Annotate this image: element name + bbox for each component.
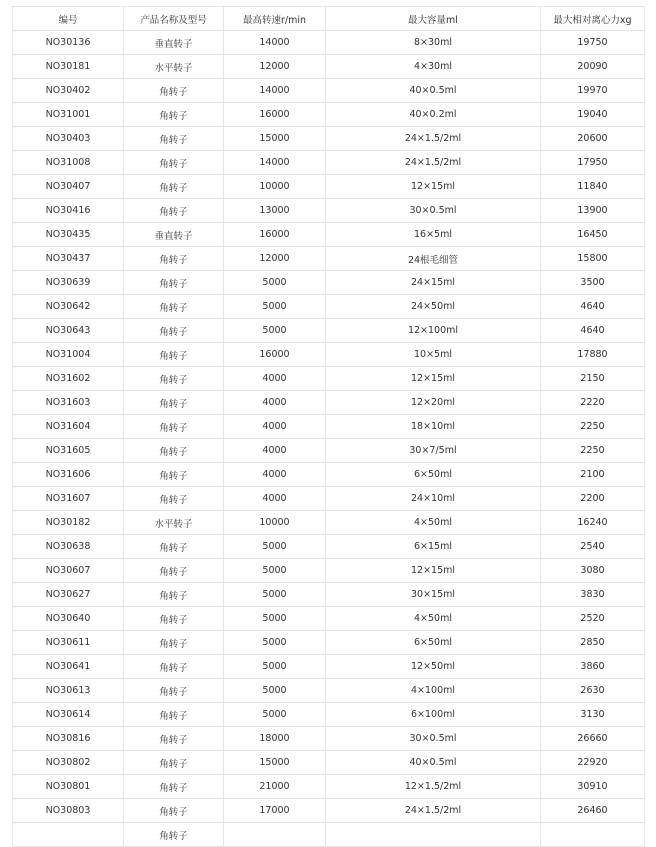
- product-name-cell: 角转子: [124, 319, 224, 343]
- max-rcf-cell: [541, 823, 645, 847]
- max-capacity-cell: 24×50ml: [326, 295, 541, 319]
- table-row: [13, 487, 645, 511]
- max-speed-cell: 4000: [224, 463, 326, 487]
- product-name-cell: 角转子: [124, 439, 224, 463]
- max-capacity-cell: 40×0.5ml: [326, 751, 541, 775]
- max-speed-cell: 5000: [224, 583, 326, 607]
- model-number-cell: NO31602: [13, 367, 124, 391]
- table-row: [13, 415, 645, 439]
- product-name-cell: 角转子: [124, 487, 224, 511]
- model-number-cell: NO30182: [13, 511, 124, 535]
- product-name-cell: 角转子: [124, 679, 224, 703]
- max-speed-cell: 5000: [224, 703, 326, 727]
- model-number-cell: NO30402: [13, 79, 124, 103]
- header-cell: 产品名称及型号: [124, 7, 224, 31]
- model-number-cell: NO30639: [13, 271, 124, 295]
- max-speed-cell: 5000: [224, 655, 326, 679]
- model-number-cell: NO30403: [13, 127, 124, 151]
- model-number-cell: NO30407: [13, 175, 124, 199]
- model-number-cell: NO31004: [13, 343, 124, 367]
- header-cell: 最高转速r/min: [224, 7, 326, 31]
- max-speed-cell: [224, 823, 326, 847]
- model-number-cell: [13, 823, 124, 847]
- max-rcf-cell: 20600: [541, 127, 645, 151]
- max-speed-cell: 18000: [224, 727, 326, 751]
- max-rcf-cell: 3830: [541, 583, 645, 607]
- table-row: [13, 775, 645, 799]
- max-capacity-cell: 6×15ml: [326, 535, 541, 559]
- max-speed-cell: 5000: [224, 319, 326, 343]
- max-speed-cell: 15000: [224, 751, 326, 775]
- product-name-cell: 角转子: [124, 655, 224, 679]
- header-cell: 编号: [13, 7, 124, 31]
- max-speed-cell: 4000: [224, 391, 326, 415]
- model-number-cell: NO30803: [13, 799, 124, 823]
- table-row: [13, 511, 645, 535]
- max-speed-cell: 12000: [224, 55, 326, 79]
- max-capacity-cell: 16×5ml: [326, 223, 541, 247]
- max-capacity-cell: 4×30ml: [326, 55, 541, 79]
- product-name-cell: 角转子: [124, 559, 224, 583]
- table-row: [13, 535, 645, 559]
- max-speed-cell: 5000: [224, 607, 326, 631]
- max-speed-cell: 15000: [224, 127, 326, 151]
- max-speed-cell: 5000: [224, 295, 326, 319]
- table-row: [13, 295, 645, 319]
- max-rcf-cell: 2540: [541, 535, 645, 559]
- max-capacity-cell: 8×30ml: [326, 31, 541, 55]
- product-name-cell: 角转子: [124, 343, 224, 367]
- max-rcf-cell: 13900: [541, 199, 645, 223]
- max-speed-cell: 16000: [224, 343, 326, 367]
- max-rcf-cell: 20090: [541, 55, 645, 79]
- max-rcf-cell: 22920: [541, 751, 645, 775]
- table-row: [13, 55, 645, 79]
- max-rcf-cell: 2520: [541, 607, 645, 631]
- max-speed-cell: 16000: [224, 223, 326, 247]
- max-speed-cell: 4000: [224, 367, 326, 391]
- model-number-cell: NO30136: [13, 31, 124, 55]
- max-capacity-cell: 30×0.5ml: [326, 727, 541, 751]
- product-name-cell: 角转子: [124, 775, 224, 799]
- max-rcf-cell: 2850: [541, 631, 645, 655]
- max-capacity-cell: 10×5ml: [326, 343, 541, 367]
- table-row: [13, 127, 645, 151]
- max-capacity-cell: 24×15ml: [326, 271, 541, 295]
- model-number-cell: NO30437: [13, 247, 124, 271]
- product-name-cell: 水平转子: [124, 511, 224, 535]
- max-rcf-cell: 2250: [541, 415, 645, 439]
- max-speed-cell: 5000: [224, 631, 326, 655]
- table-row: [13, 607, 645, 631]
- max-rcf-cell: 11840: [541, 175, 645, 199]
- max-speed-cell: 4000: [224, 415, 326, 439]
- product-name-cell: 角转子: [124, 607, 224, 631]
- max-capacity-cell: 6×50ml: [326, 463, 541, 487]
- table-row: [13, 247, 645, 271]
- model-number-cell: NO30816: [13, 727, 124, 751]
- table-row: [13, 151, 645, 175]
- max-rcf-cell: 3080: [541, 559, 645, 583]
- product-name-cell: 角转子: [124, 151, 224, 175]
- max-speed-cell: 17000: [224, 799, 326, 823]
- model-number-cell: NO31604: [13, 415, 124, 439]
- max-rcf-cell: 16240: [541, 511, 645, 535]
- max-capacity-cell: 30×15ml: [326, 583, 541, 607]
- max-capacity-cell: 18×10ml: [326, 415, 541, 439]
- product-name-cell: 角转子: [124, 415, 224, 439]
- product-name-cell: 角转子: [124, 463, 224, 487]
- max-capacity-cell: 30×0.5ml: [326, 199, 541, 223]
- rotor-spec-table: [12, 6, 645, 847]
- max-capacity-cell: 4×50ml: [326, 607, 541, 631]
- table-row: [13, 631, 645, 655]
- table-row: [13, 655, 645, 679]
- table-row: [13, 31, 645, 55]
- product-name-cell: 角转子: [124, 103, 224, 127]
- product-name-cell: 角转子: [124, 799, 224, 823]
- model-number-cell: NO31603: [13, 391, 124, 415]
- model-number-cell: NO31008: [13, 151, 124, 175]
- max-rcf-cell: 3500: [541, 271, 645, 295]
- max-rcf-cell: 26660: [541, 727, 645, 751]
- model-number-cell: NO30614: [13, 703, 124, 727]
- product-name-cell: 角转子: [124, 751, 224, 775]
- max-capacity-cell: 12×50ml: [326, 655, 541, 679]
- model-number-cell: NO31606: [13, 463, 124, 487]
- max-rcf-cell: 30910: [541, 775, 645, 799]
- table-row: [13, 703, 645, 727]
- table-row: [13, 343, 645, 367]
- product-name-cell: 角转子: [124, 631, 224, 655]
- max-rcf-cell: 2630: [541, 679, 645, 703]
- max-speed-cell: 21000: [224, 775, 326, 799]
- max-speed-cell: 4000: [224, 439, 326, 463]
- max-rcf-cell: 4640: [541, 295, 645, 319]
- model-number-cell: NO30640: [13, 607, 124, 631]
- max-rcf-cell: 3860: [541, 655, 645, 679]
- max-capacity-cell: 40×0.5ml: [326, 79, 541, 103]
- max-rcf-cell: 4640: [541, 319, 645, 343]
- product-name-cell: 角转子: [124, 391, 224, 415]
- max-capacity-cell: 24×1.5/2ml: [326, 151, 541, 175]
- table-row: [13, 103, 645, 127]
- model-number-cell: NO30416: [13, 199, 124, 223]
- product-name-cell: 角转子: [124, 295, 224, 319]
- product-name-cell: 角转子: [124, 583, 224, 607]
- model-number-cell: NO30435: [13, 223, 124, 247]
- max-capacity-cell: 12×1.5/2ml: [326, 775, 541, 799]
- max-capacity-cell: 30×7/5ml: [326, 439, 541, 463]
- model-number-cell: NO30641: [13, 655, 124, 679]
- max-rcf-cell: 3130: [541, 703, 645, 727]
- max-rcf-cell: 2200: [541, 487, 645, 511]
- table-header-row: [13, 7, 645, 31]
- model-number-cell: NO31605: [13, 439, 124, 463]
- table-row: [13, 223, 645, 247]
- table-row: [13, 199, 645, 223]
- max-capacity-cell: 24根毛细管: [326, 247, 541, 271]
- model-number-cell: NO30802: [13, 751, 124, 775]
- table-row: [13, 463, 645, 487]
- product-name-cell: 角转子: [124, 367, 224, 391]
- model-number-cell: NO30801: [13, 775, 124, 799]
- product-name-cell: 角转子: [124, 175, 224, 199]
- max-speed-cell: 5000: [224, 535, 326, 559]
- max-rcf-cell: 19750: [541, 31, 645, 55]
- max-capacity-cell: 4×100ml: [326, 679, 541, 703]
- max-rcf-cell: 19040: [541, 103, 645, 127]
- table-row: [13, 391, 645, 415]
- product-name-cell: 角转子: [124, 79, 224, 103]
- table-row: [13, 271, 645, 295]
- model-number-cell: NO30642: [13, 295, 124, 319]
- model-number-cell: NO31001: [13, 103, 124, 127]
- table-row: [13, 679, 645, 703]
- max-rcf-cell: 17880: [541, 343, 645, 367]
- max-capacity-cell: 12×100ml: [326, 319, 541, 343]
- model-number-cell: NO30638: [13, 535, 124, 559]
- table-row: [13, 823, 645, 847]
- max-speed-cell: 14000: [224, 79, 326, 103]
- max-speed-cell: 5000: [224, 679, 326, 703]
- table-row: [13, 79, 645, 103]
- max-capacity-cell: 4×50ml: [326, 511, 541, 535]
- max-capacity-cell: 6×100ml: [326, 703, 541, 727]
- max-rcf-cell: 15800: [541, 247, 645, 271]
- table-row: [13, 175, 645, 199]
- table-row: [13, 799, 645, 823]
- product-name-cell: 角转子: [124, 727, 224, 751]
- table-body: [13, 31, 645, 847]
- model-number-cell: NO30181: [13, 55, 124, 79]
- model-number-cell: NO30613: [13, 679, 124, 703]
- max-capacity-cell: 6×50ml: [326, 631, 541, 655]
- max-speed-cell: 4000: [224, 487, 326, 511]
- max-rcf-cell: 16450: [541, 223, 645, 247]
- max-capacity-cell: 24×10ml: [326, 487, 541, 511]
- model-number-cell: NO31607: [13, 487, 124, 511]
- max-speed-cell: 10000: [224, 511, 326, 535]
- product-name-cell: 角转子: [124, 823, 224, 847]
- model-number-cell: NO30643: [13, 319, 124, 343]
- table-row: [13, 367, 645, 391]
- table-row: [13, 439, 645, 463]
- product-name-cell: 角转子: [124, 271, 224, 295]
- table-row: [13, 727, 645, 751]
- max-rcf-cell: 2100: [541, 463, 645, 487]
- max-rcf-cell: 26460: [541, 799, 645, 823]
- product-name-cell: 角转子: [124, 247, 224, 271]
- table-row: [13, 559, 645, 583]
- product-name-cell: 水平转子: [124, 55, 224, 79]
- max-speed-cell: 14000: [224, 151, 326, 175]
- product-name-cell: 垂直转子: [124, 223, 224, 247]
- max-rcf-cell: 2150: [541, 367, 645, 391]
- product-name-cell: 角转子: [124, 127, 224, 151]
- table-row: [13, 319, 645, 343]
- product-name-cell: 角转子: [124, 535, 224, 559]
- max-capacity-cell: 12×15ml: [326, 175, 541, 199]
- max-speed-cell: 12000: [224, 247, 326, 271]
- table-row: [13, 751, 645, 775]
- max-rcf-cell: 2220: [541, 391, 645, 415]
- max-rcf-cell: 17950: [541, 151, 645, 175]
- header-cell: 最大容量ml: [326, 7, 541, 31]
- max-speed-cell: 10000: [224, 175, 326, 199]
- max-rcf-cell: 2250: [541, 439, 645, 463]
- max-speed-cell: 16000: [224, 103, 326, 127]
- product-name-cell: 角转子: [124, 199, 224, 223]
- max-capacity-cell: 12×15ml: [326, 559, 541, 583]
- model-number-cell: NO30627: [13, 583, 124, 607]
- model-number-cell: NO30611: [13, 631, 124, 655]
- max-speed-cell: 5000: [224, 559, 326, 583]
- table-row: [13, 583, 645, 607]
- max-capacity-cell: [326, 823, 541, 847]
- max-capacity-cell: 40×0.2ml: [326, 103, 541, 127]
- product-name-cell: 角转子: [124, 703, 224, 727]
- product-name-cell: 垂直转子: [124, 31, 224, 55]
- header-cell: 最大相对离心力xg: [541, 7, 645, 31]
- max-rcf-cell: 19970: [541, 79, 645, 103]
- max-capacity-cell: 24×1.5/2ml: [326, 799, 541, 823]
- max-speed-cell: 13000: [224, 199, 326, 223]
- max-capacity-cell: 24×1.5/2ml: [326, 127, 541, 151]
- max-capacity-cell: 12×20ml: [326, 391, 541, 415]
- model-number-cell: NO30607: [13, 559, 124, 583]
- max-capacity-cell: 12×15ml: [326, 367, 541, 391]
- max-speed-cell: 5000: [224, 271, 326, 295]
- max-speed-cell: 14000: [224, 31, 326, 55]
